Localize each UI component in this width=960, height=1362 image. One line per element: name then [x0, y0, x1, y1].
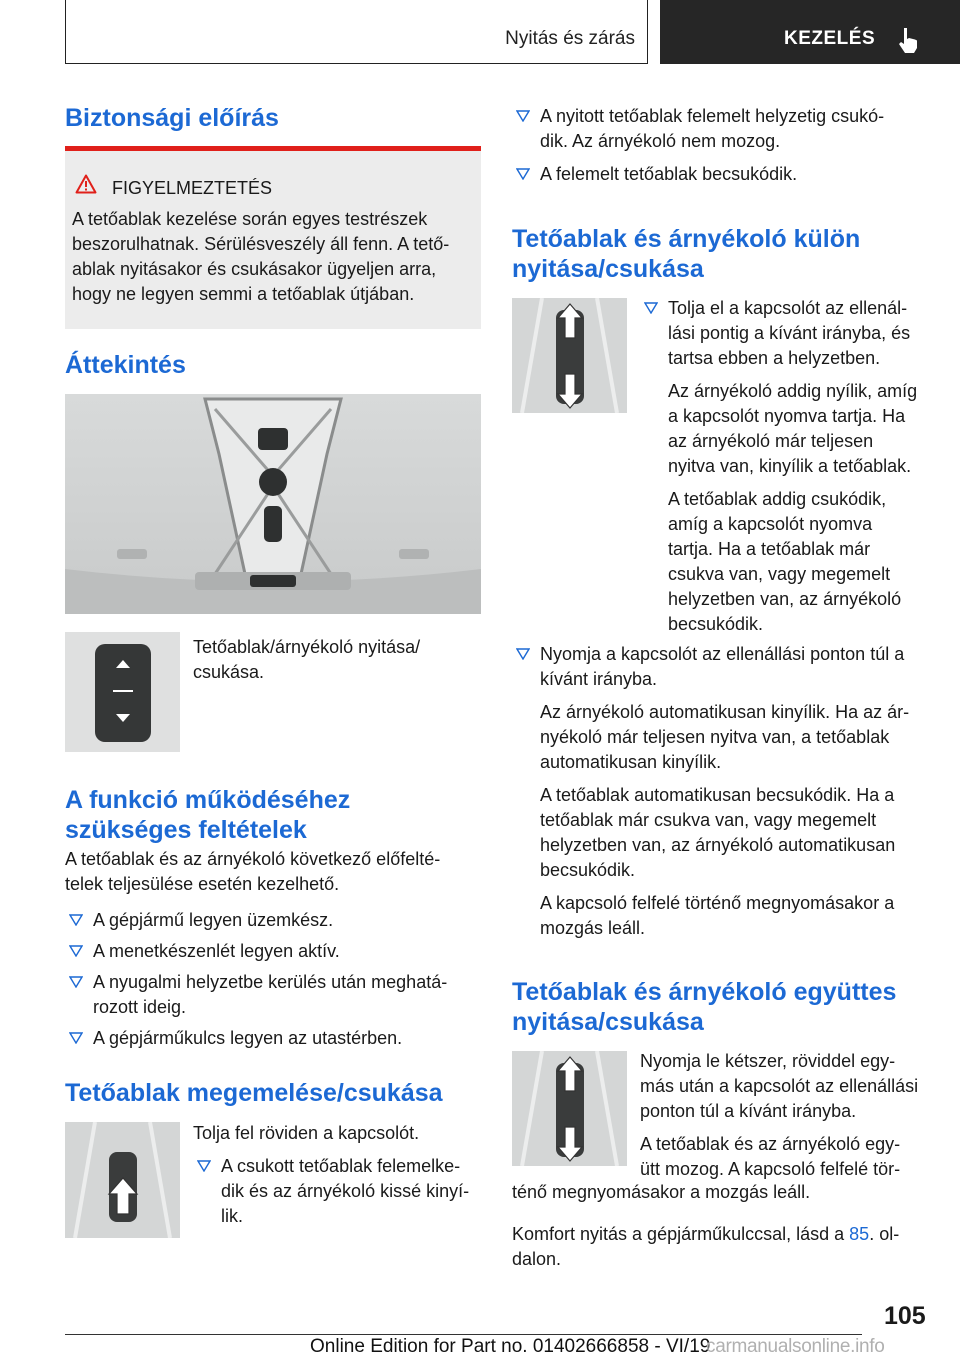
header-chapter-title: KEZELÉS — [784, 28, 876, 49]
function-intro: A tetőablak és az árnyékoló következő előfelté‐ — [65, 849, 441, 869]
warning-box — [65, 146, 481, 329]
comfort-note: dalon. — [512, 1249, 562, 1269]
separate-text: a kapcsolót nyomva tartja. Ha — [668, 406, 906, 426]
bullet-triangle-icon — [69, 976, 83, 988]
separate-heading: nyitása/csukása — [512, 255, 704, 283]
joint-heading: nyitása/csukása — [512, 1008, 704, 1036]
joint-text: ütt mozog. A kapcsoló felfelé tör‐ — [640, 1159, 901, 1179]
condition-bullet: A gépjármű legyen üzemkész. — [65, 908, 481, 933]
header-section-tab — [65, 0, 648, 64]
page-number: 105 — [884, 1302, 926, 1330]
joint-text: ponton túl a kívánt irányba. — [640, 1101, 857, 1121]
separate-text: A kapcsoló felfelé történő megnyomásakor a — [540, 893, 895, 913]
separate-text: nyékoló már teljesen nyitva van, a tetőablak — [540, 727, 890, 747]
separate-bullet: Nyomja a kapcsolót az ellenállási ponton túl a kívánt irányba. — [512, 642, 932, 692]
header-section-title: Nyitás és zárás — [505, 28, 635, 49]
raise-intro: Tolja fel röviden a kapcsolót. — [193, 1123, 420, 1143]
bullet-triangle-icon — [516, 110, 530, 122]
separate-heading: Tetőablak és árnyékoló külön — [512, 225, 861, 253]
separate-text: A tetőablak automatikusan becsukódik. Ha a — [540, 785, 895, 805]
separate-text: helyzetben van, az árnyékoló — [668, 589, 902, 609]
joint-text: más után a kapcsolót az ellenállási — [640, 1076, 919, 1096]
function-intro: telek teljesülése esetén kezelhető. — [65, 874, 340, 894]
separate-text: Az árnyékoló addig nyílik, amíg — [668, 381, 918, 401]
warning-line: ablak nyitásakor és csukásakor ügyeljen arra, — [72, 259, 437, 279]
footer-divider — [65, 1334, 862, 1335]
separate-text: automatikusan kinyílik. — [540, 752, 722, 772]
raise-bullet: A nyitott tetőablak felemelt helyzetig csukó‐ dik. Az árnyékoló nem mozog. — [512, 104, 932, 154]
safety-heading: Biztonsági előírás — [65, 104, 279, 132]
condition-bullet: A gépjárműkulcs legyen az utastérben. — [65, 1026, 481, 1051]
joint-text: Nyomja le kétszer, röviddel egy‐ — [640, 1051, 896, 1071]
bullet-triangle-icon — [644, 302, 658, 314]
condition-bullet: A menetkészenlét legyen aktív. — [65, 939, 481, 964]
joint-text: ténő megnyomásakor a mozgás leáll. — [512, 1182, 811, 1202]
page-reference-link[interactable]: 85 — [849, 1224, 870, 1244]
raise-heading: Tetőablak megemelése/csukása — [65, 1079, 443, 1107]
separate-text: becsukódik. — [540, 860, 636, 880]
switch-closeup-image — [65, 632, 180, 752]
separate-text: tartja. Ha a tetőablak már — [668, 539, 871, 559]
separate-text: becsukódik. — [668, 614, 764, 634]
switch-up-image — [65, 1122, 180, 1238]
warning-triangle-icon — [75, 174, 97, 194]
separate-text: tetőablak már csukva van, vagy megemelt — [540, 810, 877, 830]
separate-text: A tetőablak addig csukódik, — [668, 489, 887, 509]
separate-text: nyitva van, kinyílik a tetőablak. — [668, 456, 912, 476]
function-conditions-heading: szükséges feltételek — [65, 816, 307, 844]
warning-line: beszorulhatnak. Sérülésveszély áll fenn. A tető‐ — [72, 234, 450, 254]
warning-line: A tetőablak kezelése során egyes testrészek — [72, 209, 428, 229]
header-chapter-tab — [660, 0, 960, 64]
separate-text: Az árnyékoló automatikusan kinyílik. Ha az ár‐ — [540, 702, 910, 722]
separate-text: csukva van, vagy megemelt — [668, 564, 891, 584]
warning-title: FIGYELMEZTETÉS — [112, 178, 273, 198]
joint-heading: Tetőablak és árnyékoló együttes — [512, 978, 897, 1006]
condition-bullet: A nyugalmi helyzetbe kerülés után meghatá‐ rozott ideig. — [65, 970, 481, 1020]
switch-separate-image — [512, 298, 627, 413]
bullet-triangle-icon — [69, 1032, 83, 1044]
footer-edition: Online Edition for Part no. 01402666858 - VI/19 — [310, 1336, 711, 1357]
function-conditions-heading: A funkció működéséhez — [65, 786, 351, 814]
separate-text: helyzetben van, az árnyékoló automatikusan — [540, 835, 896, 855]
overview-heading: Áttekintés — [65, 351, 186, 379]
switch-joint-image — [512, 1051, 627, 1166]
separate-text: amíg a kapcsolót nyomva — [668, 514, 873, 534]
warning-line: hogy ne legyen semmi a tetőablak útjában. — [72, 284, 415, 304]
overhead-console-image — [65, 394, 481, 614]
footer-watermark: carmanualsonline.info — [706, 1336, 885, 1357]
separate-text: az árnyékoló már teljesen — [668, 431, 874, 451]
separate-bullet: Tolja el a kapcsolót az ellenál‐ lási pontig a kívánt irányba, és tartsa ebben a helyzetben. — [640, 296, 940, 371]
comfort-note: Komfort nyitás a gépjárműkulccsal, lásd a 85. ol‐ — [512, 1224, 900, 1244]
raise-bullet: A csukott tetőablak felemelke‐ dik és az árnyékoló kissé kinyí‐ lik. — [193, 1154, 483, 1229]
hand-pointer-icon — [896, 26, 922, 54]
bullet-triangle-icon — [516, 648, 530, 660]
bullet-triangle-icon — [516, 168, 530, 180]
switch-caption: Tetőablak/árnyékoló nyitása/ — [193, 637, 421, 657]
raise-bullet: A felemelt tetőablak becsukódik. — [512, 162, 932, 187]
bullet-triangle-icon — [197, 1160, 211, 1172]
bullet-triangle-icon — [69, 914, 83, 926]
switch-caption: csukása. — [193, 662, 265, 682]
bullet-triangle-icon — [69, 945, 83, 957]
joint-text: A tetőablak és az árnyékoló egy‐ — [640, 1134, 901, 1154]
separate-text: mozgás leáll. — [540, 918, 646, 938]
